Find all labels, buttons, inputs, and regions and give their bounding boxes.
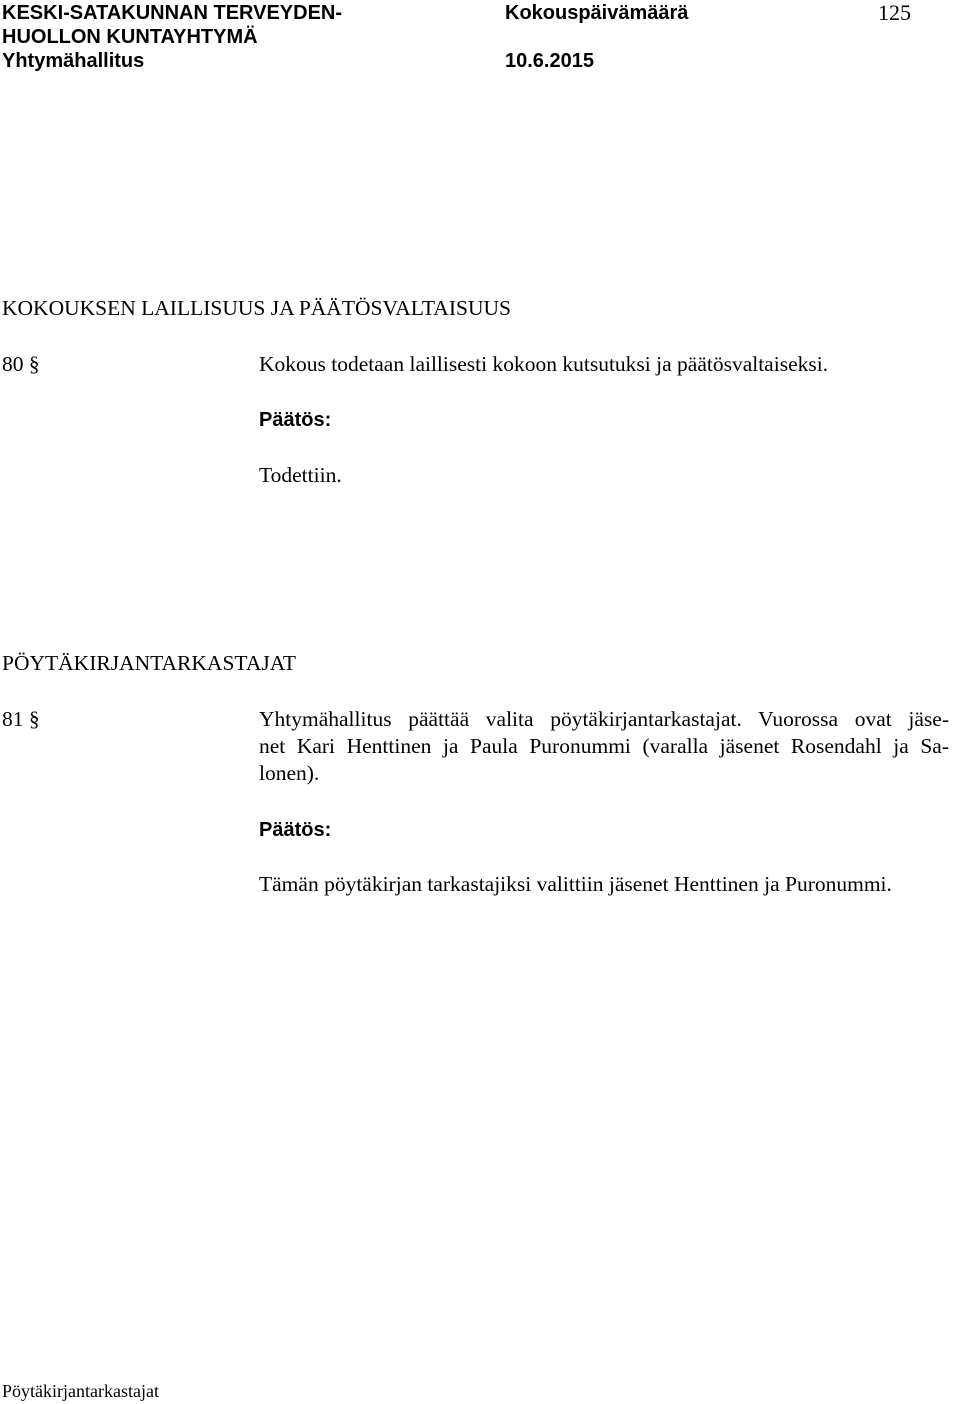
section-heading-80: KOKOUKSEN LAILLISUUS JA PÄÄTÖSVALTAISUUS bbox=[2, 296, 511, 320]
decision-text-81: Tämän pöytäkirjan tarkastajiksi valittiin jäsenet Henttinen ja Puronummi. bbox=[259, 872, 892, 896]
header-org-line1: KESKI-SATAKUNNAN TERVEYDEN- bbox=[2, 2, 343, 24]
footer-signatures-label: Pöytäkirjantarkastajat bbox=[2, 1381, 159, 1401]
section-text-81-line3: lonen). bbox=[259, 761, 320, 785]
section-text-80: Kokous todetaan laillisesti kokoon kutsutuksi ja päätösvaltaiseksi. bbox=[259, 352, 829, 376]
decision-label-81: Päätös: bbox=[259, 819, 332, 841]
page-number: 125 bbox=[878, 0, 911, 25]
section-number-80: 80 § bbox=[2, 352, 40, 376]
header-organization bbox=[2, 1, 342, 73]
section-text-81 bbox=[259, 706, 949, 787]
header-body: Yhtymähallitus bbox=[2, 50, 145, 72]
header-meeting-date bbox=[505, 1, 688, 49]
decision-label-80: Päätös: bbox=[259, 409, 332, 431]
decision-text-80: Todettiin. bbox=[259, 463, 342, 487]
header-spacer bbox=[505, 25, 688, 49]
header-org-line2: HUOLLON KUNTAYHTYMÄ bbox=[2, 26, 258, 48]
section-number-81: 81 § bbox=[2, 707, 40, 731]
section-heading-81: PÖYTÄKIRJANTARKASTAJAT bbox=[2, 651, 296, 675]
section-text-81-line1: Yhtymähallitus päättää valita pöytäkirjantarkastajat. Vuorossa ovat jäse- bbox=[259, 707, 949, 731]
section-text-81-line2: net Kari Henttinen ja Paula Puronummi (varalla jäsenet Rosendahl ja Sa- bbox=[259, 734, 949, 758]
header-date-label: Kokouspäivämäärä bbox=[505, 2, 689, 24]
header-date: 10.6.2015 bbox=[505, 50, 594, 72]
